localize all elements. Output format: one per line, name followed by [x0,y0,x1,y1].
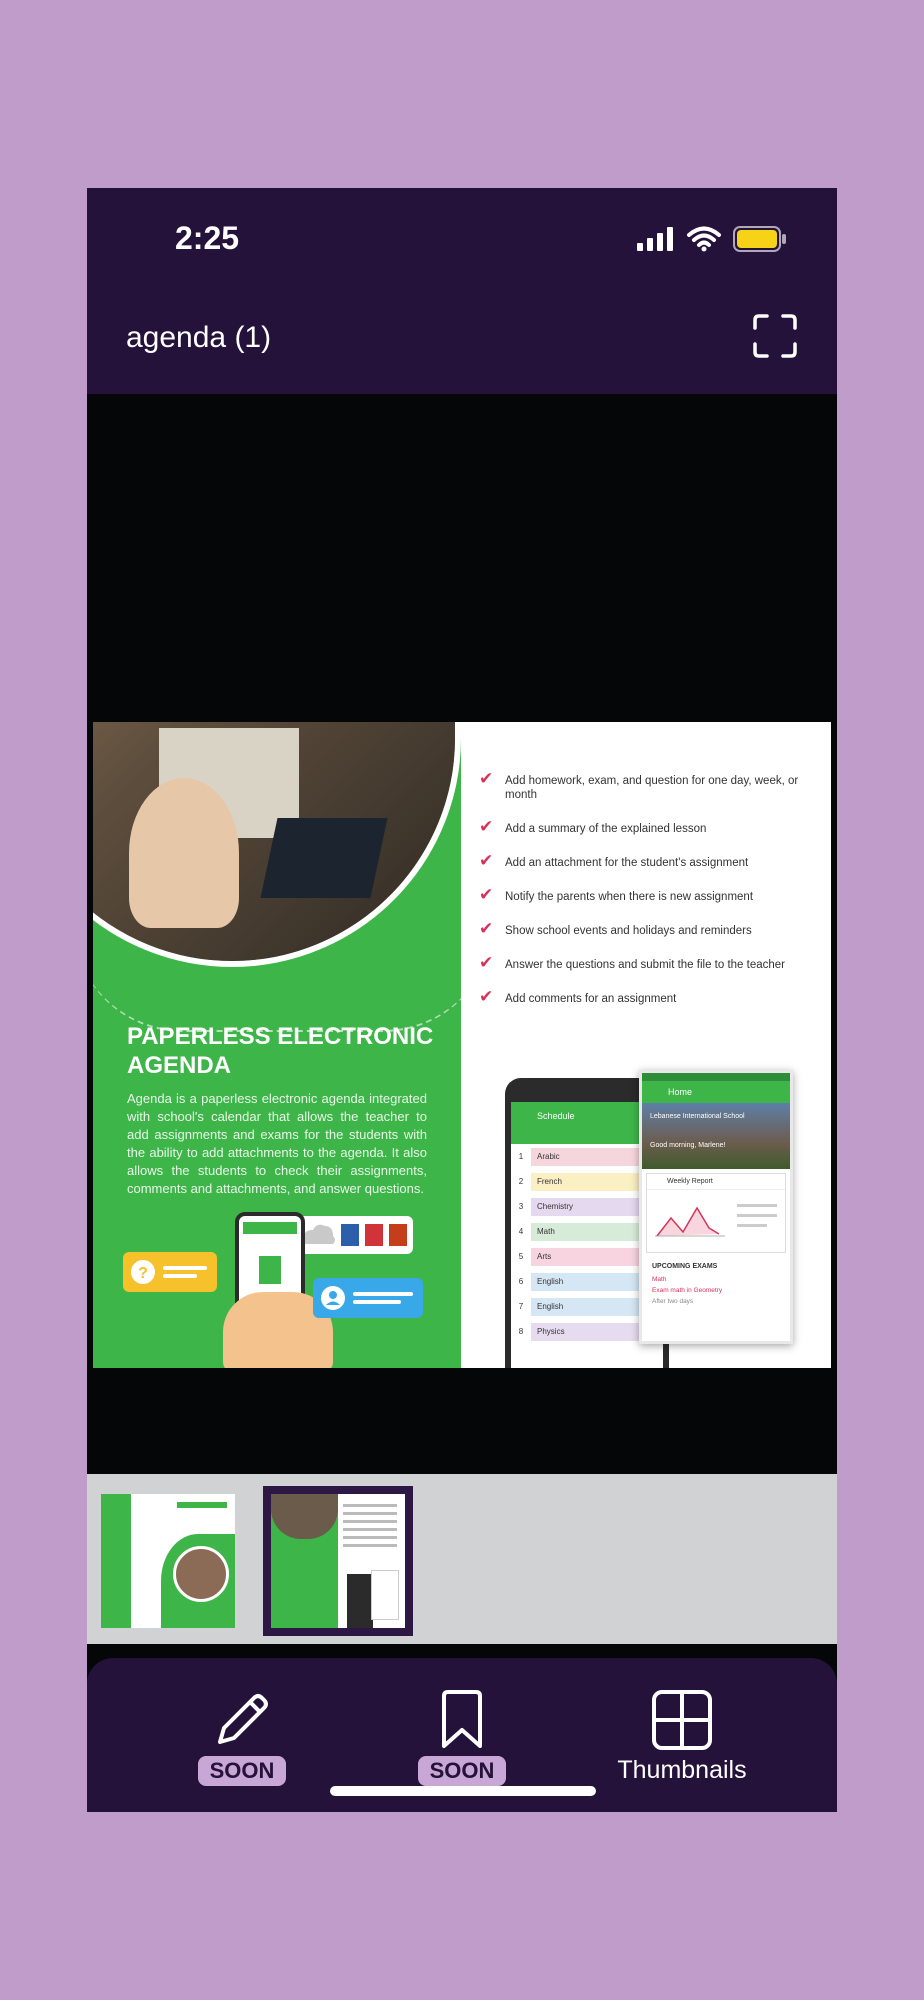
period-number: 8 [518,1327,524,1336]
exam-detail: Exam math in Geometry [652,1287,723,1294]
home-indicator[interactable] [330,1786,596,1796]
tab-bookmark[interactable] [377,1688,547,1786]
check-icon: ✔ [479,885,494,904]
thumbnail-page-1[interactable] [101,1494,235,1628]
feature-item: ✔ Add an attachment for the student's assignment [479,851,749,870]
pencil-icon [210,1688,274,1752]
period-number: 7 [518,1302,524,1311]
subject-label: Arabic [531,1148,663,1166]
school-name: Lebanese International School [650,1113,745,1120]
check-icon: ✔ [479,851,494,870]
feature-item: ✔ Answer the questions and submit the file to the teacher [479,953,785,972]
subject-label: Chemistry [531,1198,663,1216]
thumbnail-strip [87,1474,837,1644]
subject-label: Math [531,1223,663,1241]
school-banner [642,1103,790,1169]
period-number: 5 [518,1252,524,1261]
feature-item: ✔ Add comments for an assignment [479,987,677,1006]
user-bubble [313,1278,423,1318]
subject-label: Physics [531,1323,663,1341]
feature-list [479,769,805,1026]
page-heading: PAPERLESS ELECTRONIC AGENDA [127,1023,434,1079]
weekly-report-title: Weekly Report [647,1174,785,1190]
check-icon: ✔ [479,919,494,938]
weekly-report-chart [647,1190,787,1246]
signal-icon [637,227,675,251]
wifi-icon [687,226,721,252]
feature-item: ✔ Notify the parents when there is new assignment [479,885,754,904]
status-time: 2:25 [175,220,240,256]
question-bubble [123,1252,217,1292]
check-icon: ✔ [479,987,494,1006]
thumbnail-page-2[interactable] [263,1486,413,1636]
period-number: 3 [518,1202,524,1211]
subject-label: English [531,1298,663,1316]
green-panel [93,722,461,1368]
tab-draw[interactable] [157,1688,327,1786]
phone-screen [87,188,837,1812]
battery-icon [733,226,787,252]
page-description: Agenda is a paperless electronic agenda integrated with school's calendar that allows the teacher to add assignments and exams for the students with the ability to add attachments to the agenda. It also allows the students to check their assignments, comments and attachments, and answer questions. [127,1091,427,1196]
status-bar [87,188,837,288]
feature-item: ✔ Add homework, exam, and question for one day, week, or month [479,769,799,801]
exam-when: After two days [652,1298,694,1305]
subject-label: French [531,1173,663,1191]
exam-subject: Math [652,1276,667,1283]
svg-text:?: ? [138,1265,148,1282]
document-page [93,722,831,1368]
thumbnails-label: Thumbnails [617,1756,747,1784]
status-icons [637,226,787,252]
period-number: 4 [518,1227,524,1236]
app-illustration [123,1212,443,1368]
period-number: 2 [518,1177,524,1186]
check-icon: ✔ [479,817,494,836]
bookmark-icon [430,1688,494,1752]
greeting: Good morning, Marlene! [650,1142,726,1149]
check-icon: ✔ [479,953,494,972]
check-icon: ✔ [479,769,494,788]
home-title: Home [642,1081,790,1103]
viewer-header [87,288,837,394]
grid-icon [650,1688,714,1752]
fullscreen-icon[interactable] [753,314,797,358]
bookmark-soon-badge: SOON [418,1756,507,1786]
period-number: 1 [518,1152,524,1161]
upcoming-exams: UPCOMING EXAMS [652,1263,718,1270]
home-mockup [639,1070,793,1344]
feature-item: ✔ Show school events and holidays and reminders [479,919,752,938]
draw-soon-badge: SOON [198,1756,287,1786]
weekly-report-card [646,1173,786,1253]
document-title: agenda (1) [126,321,272,354]
tab-thumbnails[interactable] [597,1688,767,1785]
feature-item: ✔ Add a summary of the explained lesson [479,817,707,836]
schedule-title: Schedule [511,1102,663,1130]
document-viewer[interactable] [87,394,837,1474]
files-bubble [293,1216,413,1254]
subject-label: Arts [531,1248,663,1266]
dashed-curve [93,919,494,1032]
period-number: 6 [518,1277,524,1286]
subject-label: English [531,1273,663,1291]
